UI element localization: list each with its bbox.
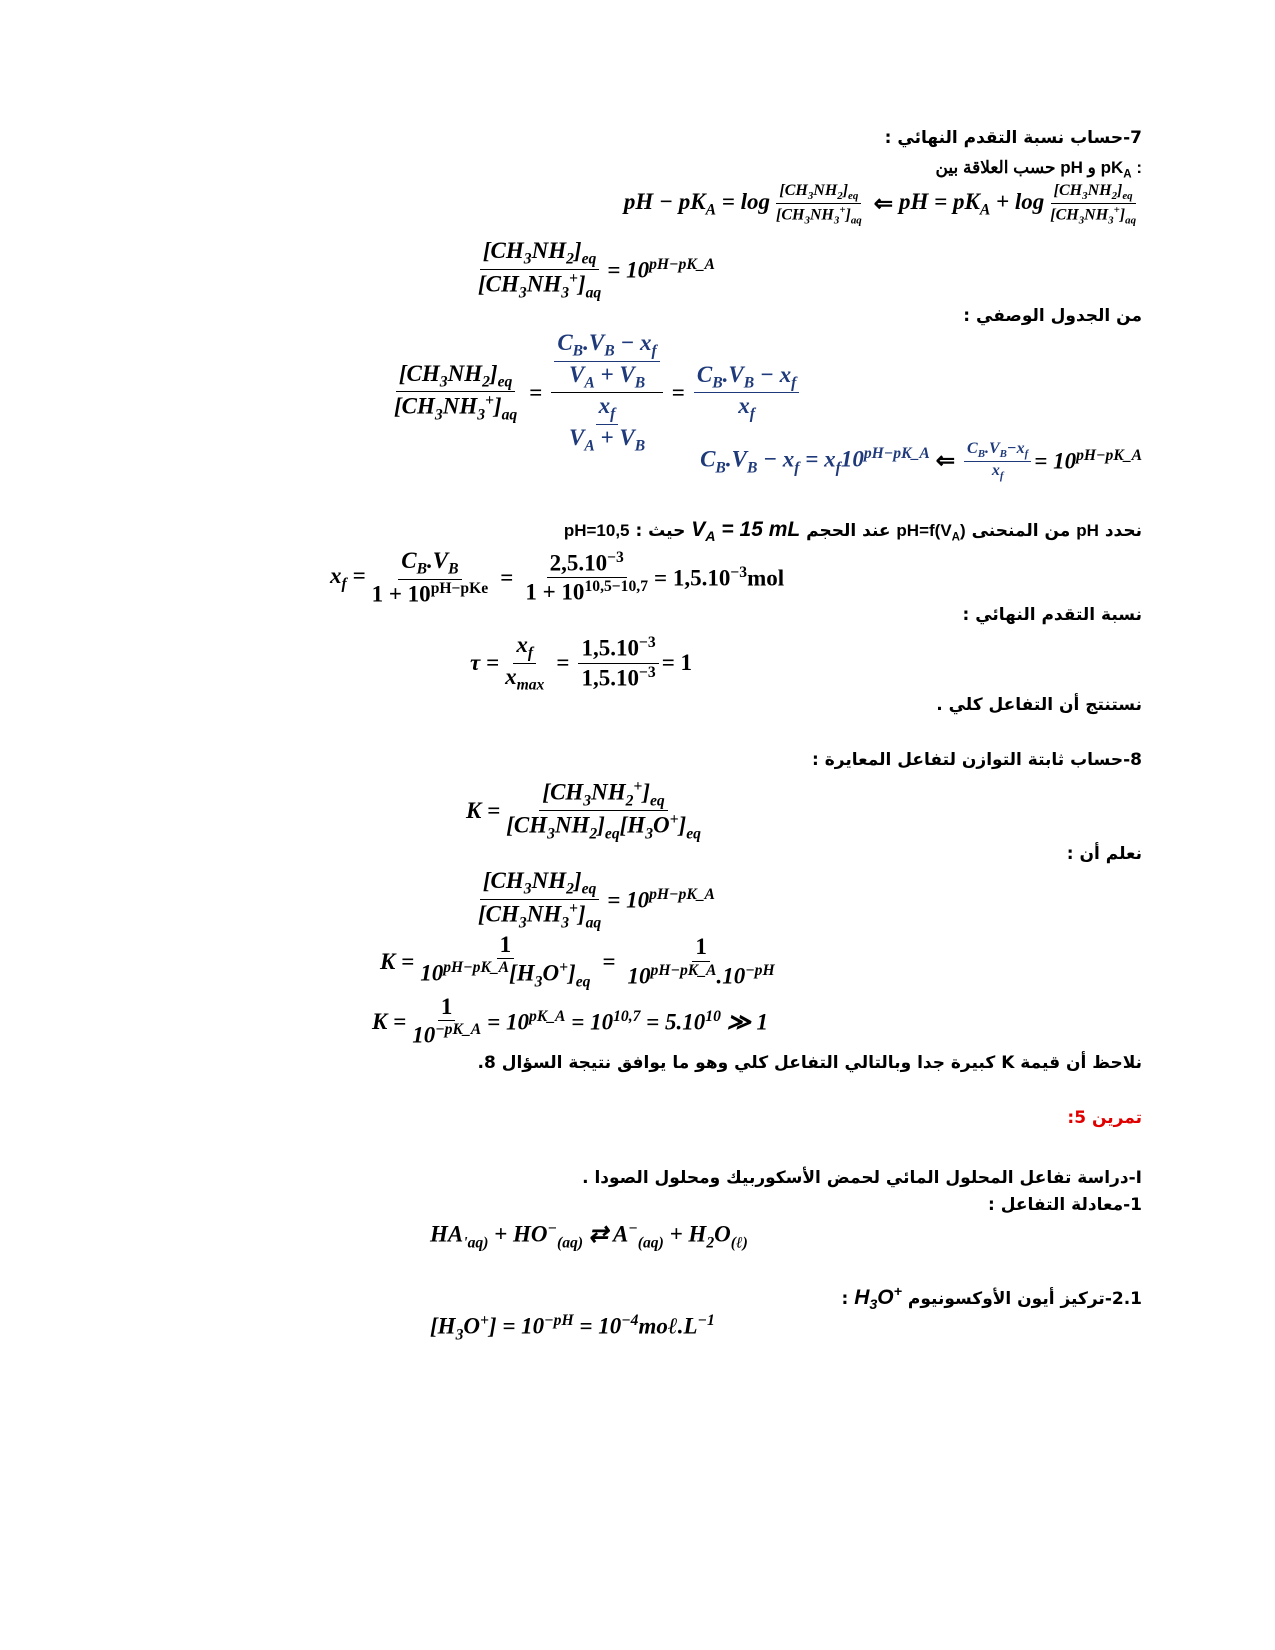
denominator: $10^{-pK\_A}$ <box>412 1021 482 1049</box>
denominator: $1 + 10^{10,5-10,7}$ <box>525 578 649 605</box>
eq-lhs: K = <box>380 948 415 974</box>
fraction <box>475 868 604 932</box>
text: نحدد <box>1104 521 1142 541</box>
numerator: $2,5.10^{-3}$ <box>547 549 627 578</box>
eq-lhs: $C_B.V_B - x_f = x_f10^{pH-pK\_A}$ <box>700 445 930 477</box>
text: : <box>841 1289 849 1309</box>
denominator: $1,5.10^{-3}$ <box>581 663 656 691</box>
part-1-title: I-دراسة تفاعل المحلول المائي لحمض الأسكوربيك ومحلول الصودا . <box>582 1168 1142 1188</box>
numerator: 1 <box>497 932 515 959</box>
eq-rhs: = 1 <box>661 650 693 676</box>
eq-lhs: $x_f$ = <box>330 562 366 593</box>
numerator: 1 <box>438 994 456 1021</box>
q7-eq-compound-fraction: $\frac{[CH_3NH_2]_{eq}}{[CH_3NH_3^+]_{aq}}$ = $\frac{\frac{C_B.V_B - x_f}{V_A + V_B}}{\frac{x_f}{V_A + V_B}}$ = $\frac{C_B.V_B - x_f}{x_f}$ <box>388 330 802 455</box>
fraction <box>475 238 604 302</box>
text: حيث : <box>635 521 686 541</box>
know-label: نعلم أن : <box>1066 844 1142 864</box>
relation-label-text: حسب العلاقة بين pH و $pK_A$ : <box>935 158 1142 181</box>
numerator: $[CH_3NH_2]_{eq}$ <box>480 238 599 270</box>
fraction <box>391 361 520 425</box>
denominator: $[CH_3NH_3^+]_{aq}$ <box>775 203 862 227</box>
q7-title: 7-حساب نسبة التقدم النهائي : <box>884 128 1142 148</box>
fraction <box>417 932 593 992</box>
eq-lhs: pH − $pK_A = \log$ <box>623 189 770 219</box>
q7-eq-tau: τ = $\frac{x_f}{x_{max}}$ = $\frac{1,5.10^{-3}}{1,5.10^{-3}}$ = 1 <box>470 632 693 694</box>
fraction <box>625 934 778 990</box>
denominator: $[CH_3NH_3^+]_{aq}$ <box>478 899 602 931</box>
text: من المنحنى <box>971 521 1071 541</box>
eq-rhs: pH = $pK_A + \log$ <box>899 189 1045 219</box>
fraction <box>369 548 492 608</box>
numerator: $[CH_3NH_2]_{eq}$ <box>480 868 599 900</box>
h3o-equation <box>430 1312 715 1344</box>
fraction <box>964 440 1031 482</box>
volume-value: $V_A = 15$ mL <box>691 518 801 546</box>
numerator: $[CH_3NH_2]_{eq}$ <box>1051 182 1136 204</box>
table-label: من الجدول الوصفي : <box>963 306 1142 326</box>
fraction <box>1047 182 1139 227</box>
text: 2.1-تركيز أيون الأوكسونيوم <box>907 1289 1142 1309</box>
denominator: $[CH_3NH_3^+]_{aq}$ <box>1050 203 1136 227</box>
denominator: $[CH_3NH_3^+]_{aq}$ <box>394 392 518 424</box>
numerator: $[CH_3NH_2]_{eq}$ <box>396 361 515 393</box>
denominator: $10^{pH-pK\_A}[H_3O^+]_{eq}$ <box>420 959 591 991</box>
text: $pH=f(V_A)$ <box>896 521 966 544</box>
eq-rhs: = $10^{pK\_A} = 10^{10,7} = 5.10^{10}$ ≫ 1 <box>487 1007 768 1035</box>
q8-title: 8-حساب ثابتة التوازن لتفاعل المعايرة : <box>812 750 1142 770</box>
denominator: $[CH_3NH_3^+]_{aq}$ <box>478 269 602 301</box>
denominator: $[CH_3NH_2]_{eq}[H_3O^+]_{eq}$ <box>506 811 701 843</box>
q8-eq-k <box>466 778 707 843</box>
fraction <box>502 632 547 694</box>
denominator: $x_f$ <box>738 393 755 423</box>
reaction-equation <box>430 1220 748 1252</box>
h3o-concentration: $[H_3O^+] = 10^{-pH}$ = $10^{-4}mo\ell.L^{-1}$ <box>430 1312 715 1344</box>
ratio-label: نسبة التقدم النهائي : <box>962 605 1142 625</box>
q7-relation-label <box>935 158 1142 180</box>
q8-eq-k-expanded: K = $\frac{1}{10^{pH-pK\_A}[H_3O^+]_{eq}}$ = $\frac{1}{10^{pH-pK\_A}.10^{-pH}}$ <box>380 932 781 992</box>
numerator: $[CH_3NH_2]_{eq}$ <box>776 182 861 204</box>
q8-eq-k-value <box>372 994 768 1050</box>
eq-rhs: = $1,5.10^{-3}mol$ <box>654 564 785 591</box>
fraction <box>773 182 865 227</box>
compound-fraction <box>551 330 662 455</box>
q7-eq-log-relation <box>624 182 1142 227</box>
numerator: $x_f$ <box>513 632 536 664</box>
exercise-5-title: تمرين 5: <box>1067 1108 1142 1128</box>
numerator: $x_f$ <box>596 393 619 425</box>
denominator: $x_f$ <box>991 461 1004 482</box>
fraction <box>409 994 484 1050</box>
curve-line <box>564 518 1142 545</box>
eq-lhs: K = <box>372 1008 407 1034</box>
simplified-fraction <box>694 362 799 424</box>
numerator: $1,5.10^{-3}$ <box>578 634 658 663</box>
eq-rhs: = $10^{pH-pK\_A}$ <box>607 256 715 283</box>
implies-arrow: ⇐ <box>873 191 893 217</box>
fraction <box>522 549 651 606</box>
q7-eq-xf: $x_f$ = $\frac{C_B.V_B}{1 + 10^{pH-pKe}}$ = $\frac{2,5.10^{-3}}{1 + 10^{10,5-10,7}}$ = $1,5.10^{-3}mol$ <box>330 548 785 607</box>
eq-rhs: = $10^{pH-pK\_A}$ <box>607 886 715 913</box>
eq-lhs: τ = <box>470 650 500 676</box>
numerator: $C_B.V_B-x_f$ <box>964 440 1031 462</box>
text: عند الحجم <box>806 521 891 541</box>
numerator: $C_B.V_B - x_f$ <box>694 362 799 394</box>
q1-title: 1-معادلة التفاعل : <box>987 1195 1142 1215</box>
q7-eq-ratio <box>472 238 715 302</box>
denominator: $10^{pH-pK\_A}.10^{-pH}$ <box>627 961 775 989</box>
conclusion: نستنتج أن التفاعل كلي . <box>936 695 1142 715</box>
ph-value: pH=10,5 <box>563 521 630 540</box>
remark: نلاحظ أن قيمة K كبيرة جدا وبالتالي التفاعل كلي وهو ما يوافق نتيجة السؤال 8. <box>477 1053 1142 1073</box>
denominator: $V_A + V_B$ <box>568 424 646 455</box>
denominator: $x_{max}$ <box>505 663 545 694</box>
denominator: $V_A + V_B$ <box>568 361 646 392</box>
numerator: $C_B.V_B$ <box>398 548 461 580</box>
fraction <box>503 778 704 843</box>
eq-rhs: = $10^{pH-pK\_A}$ <box>1034 447 1142 475</box>
eq-lhs: K = <box>466 797 501 823</box>
numerator: $C_B.V_B - x_f$ <box>554 330 659 362</box>
q7-eq-xf-relation <box>700 440 1142 482</box>
implies-arrow: ⇐ <box>935 448 956 474</box>
numerator: 1 <box>692 934 710 961</box>
reaction: $HA_{'aq)} + HO^-_{(aq)}$ ⇄ $A^-_{(aq)} + H_2O_{(\ell)}$ <box>430 1220 748 1252</box>
fraction <box>578 634 658 691</box>
formula: $H_3O^+$ <box>854 1284 902 1314</box>
q8-eq-ratio <box>472 868 715 932</box>
numerator: $[CH_3NH_2^+]_{eq}$ <box>539 778 667 811</box>
q21-title <box>841 1284 1142 1313</box>
text: pH <box>1076 521 1099 540</box>
denominator: $1 + 10^{pH-pKe}$ <box>371 579 489 607</box>
